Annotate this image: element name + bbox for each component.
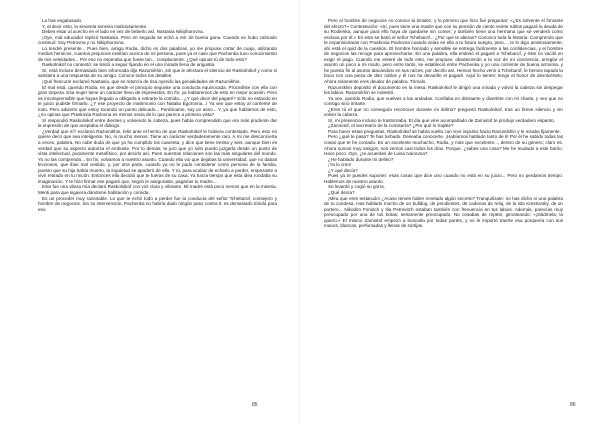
page-number-right: 86 (570, 402, 576, 408)
paragraph: La has engatusado. (42, 18, 83, 23)
paragraph: Esto fue una vileza mía declaró Raskolnikof con voz clara y vibrante. Mi madre está poco menos que en la miseria. Menti para que siguiera dándome habitación y comida. (38, 184, 277, 195)
paragraph: ¿Y qué decía? (328, 167, 358, 173)
paragraph: ¡Mira que eres testarudo! ¿Acaso temes haber revelado algún secreto? Tranquilízate: no has dicho ni una palabra de tu condesa. Has hablado mucho de un bulldog, de pendientes, de cadenas de reloj, de la isla Krestovsky, de un portero... Nikodim Fomitch y Ilia Petrovitch estaban también con frecuencia en tus labios. Además, parecías muy preocupado por una de tus botas; seriamente preocupado. No cesabas de repetir, gimoteando: «¡Dádmela; la quiero.» El mismo Zamiotof empezó a buscarla por todas partes, y no le importó traerte esa porquería con sus manos, blancas, perfumadas y llenas de sortijas. (324, 195, 563, 229)
page-number-left: 85 (252, 402, 258, 408)
paragraph: Se levantó y cogió su gorra. (328, 184, 385, 190)
paragraph: Razumikhin depositó el documento en la mesa. Raskolnikof le dirigió una mirada y volvió la cabeza sin despegar los labios. Razumikhin se molestó. (324, 84, 563, 96)
paragraph: ¿Verdad que sí? exclamó Razumikhin, feliz ante el hecho de que Raskolnikof le hubiera contestado. Pero esto no quiere decir que sea inteligente. No, ni mucho menos. Tiene un carácter verdaderamente raro. A mí me desconcierta a veces, palabra. No cabe duda de que ya ha cumplido los cuarenta, y dice que tiene treinta y seis, aunque bien es verdad que su aspecto autoriza el embuste. Por lo demás, te juro que yo sólo puedo juzgarla desde un punto de vista intelectual, puramente metafísico, por decirlo así. Pues nuestras relaciones son las más singulares del mundo. Yo no las comprendo... En fin, volvamos a nuestro asunto. Cuando ella vio que dejabas la universidad, que no dabas lecciones, que ibas mal vestido, y, por otra parte, cuando ya no le pudo considerar como persona de la familia, puesto que su hija había muerto, la inquietud se apoderó de ella. Y tú, para acabar de echarlo a perder, empezaste a vivir retirado en tu rincón. Entonces ella decidió que te fueras de su casa. Ya hacía tiempo que esta idea rondaba su imaginación. Y te hizo firmar ese pagaré que, según le aseguraste, pagarías tu madre... (38, 128, 277, 184)
paragraph: ¡Qué frescura! exclamó Nastasia, que se retorcía de risa oyendo las genialidades de Razumikhin. (42, 79, 241, 85)
paragraph: El mal está, querido Rodia, en que desde el principio seguiste una conducta equivocada. Procediste con ella con gran torpeza. Esa mujer tiene un carácter lleno de imprevistos. En fin, ya hablaremos de esto en mejor ocasión. Pero es incomprensible que hayas llegado a obligarla a retirarte la comida... ¿Y qué decir del pagaré? Sólo no estando en te juicio pudiste firmarlo. ¿Y ese proyecto de matrimonio con Natalia Egorovna...! Ya veo que estoy al corriente de todo. Pero advierto que estoy tocando un punto delicado... Perdóname, soy un asno... Y, ya que hablamos de esto, ¿no opinas que Praskovia Pavlovna es menos necia de lo que parece a primera vista? (38, 84, 277, 118)
paragraph: Pero ¿qué te pasa? Te has turbado. Deseaba conocerte. ¡Habíamos hablado tanto de ti! Por él he sabido todas las cosas que te he contado. Es un excelente muchacho, Rodia, y más que excelente..., dentro de su género; claro es. Ahora somos muy amigos; nos vemos casi todos los días. Porque, ¿sabes una cosa? Me he mudado a este barrio. Hace poco. Oye, ¿te acuerdes de Luisa Ivanovna? (324, 134, 563, 157)
paragraph: Raskolnikof no contestó: se limitó a seguir fijando en el una mirada llena de angustia. (42, 62, 216, 68)
paragraph: Para hacer estas preguntas, Raskolnikof se había vuelto con vivo impulso hacia Razumikhin y le miraba fijamente. (328, 128, 561, 134)
paragraph: Lo tendré presente... Pues bien, amiga Rodia, dicho en dos palabras, yo me propuse cortar de cuajo, utilizando medios heroicos, cuantos prejuicios existían acerca de mi persona, pues ya el caso que Pachenka tuvo conocimiento de mis veleidades... Por eso no esperaba que fuese tan... complaciente. ¿Qué opinas tú de todo esto? (38, 45, 277, 62)
paragraph: Pero el hombre de negocios no conoce la timidez, y lo primero que hizo fue preguntar: «¿Es solvente el firmante del efecto?» Contestación: «Sí, pues tiene una madre que con su pensión de ciento veinte rublos pagará la deuda de su Rodienka, aunque para ello haya de quedarse sin comer; y también tiene una hermana que se venderá como esclava por él.» En esto se basó el señor Tchebarof... ¿Por qué te alteras? Conozco toda la historia. Comprendo que te expansionaras con Praskovia Pavlovna cuando veías en ella a tu futura suegra, pero..., te lo digo amistosamente, ahí está el quid de la cuestión. El hombre honrado y sensible se entrega fácilmente a las confidencias, y el hombre de negocios las recoge para aprovecharse. En una palabra, ella endosó el pagaré a Tchebarof, y éste no vaciló en exigir el pago. Cuando me enteré de todo esto, me propuse, obedeciendo a la voz de mi conciencia, arreglar el asunto un poco a mi modo, pero entre tanto, se estableció entre Pachenka y yo una corriente de buena armonía, y he puesto fin al asunto atacándolo en sus raíces, por decirlo así. Hemos hecho venir a Tchebarof, le hemos tapado la boca con una pieza de diez rublos y él nos ha devuelto el pagaré. Aquí lo tienes: tengo el honor de devolvértelo. Ahora solamente eres deudor de palabra. Tómalo. (324, 18, 563, 85)
paragraph: Y, al decir esto, la sirvienta sonreía maliciosamente. (42, 23, 148, 29)
paragraph: ¿Zamiotof, el secretario de la comisaría? ¿Por qué lo trajiste? (328, 123, 454, 129)
paragraph: ¿Qué decía? (328, 189, 355, 195)
paragraph: Sí, está incluso demasiado bien informada dijo Razumikhin, sin que le afectara el silencio de Raskolnikof y como si asintiera a una respuesta de su amigo. Conoce todos los detalles. (38, 67, 277, 79)
paragraph: ¡Oye, mal educado! replicó Nastasia. Pero en seguida se echó a reír de buena gana. Cuando se hubo calmado continuó: Soy Petrovna y no Nikiphorovna. (38, 34, 277, 46)
paragraph: Sí respondió Raskolnikof entre dientes y volviendo la cabeza, pues había comprendido que era más prudente dar la impresión de que aceptaba el diálogo. (38, 117, 277, 129)
left-page-text (38, 18, 277, 212)
paragraph: Pues ya te puedes suponer: esas cosas que dice uno cuando no está en su juicio... Pero no perdamos tiempo. Hablemos de nuestro asunto. (324, 173, 563, 184)
paragraph: Ya veo, querido Rodia, que vuelves a las andadas. Confiaba en distraerte y divertirte con mi charla, y veo que no consigo sino irritarte. (324, 95, 563, 107)
paragraph: Sí, mi presencia incluso te trastornaba. El día que vine acompañado de Zamiotof te produjo verdadero espanto. (328, 117, 556, 123)
paragraph: Debes estar al acecho en el lado en vez de beberlo así, Nastasia Nikiphorovna. (42, 29, 204, 35)
paragraph: ¡Ya lo creo! (328, 162, 352, 168)
right-page (300, 0, 600, 424)
paragraph: Es un proceder muy razonable. Lo que te echó todo a perder fue la conducta del señor Tchebarof, consejero y hombre de negocios. Sin su intervención, Pachenka no habría dado ningún paso contra ti: es demasiado tímida para eso. (38, 195, 277, 212)
right-page-text (324, 18, 563, 229)
paragraph: ¿He hablado durante mi delirio? (328, 156, 394, 162)
paragraph: ¿Eres tú el que no conseguía reconocer durante mi delirio? preguntó Raskolnikof, tras un breve silencio y sin volver la cabeza. (324, 106, 563, 118)
